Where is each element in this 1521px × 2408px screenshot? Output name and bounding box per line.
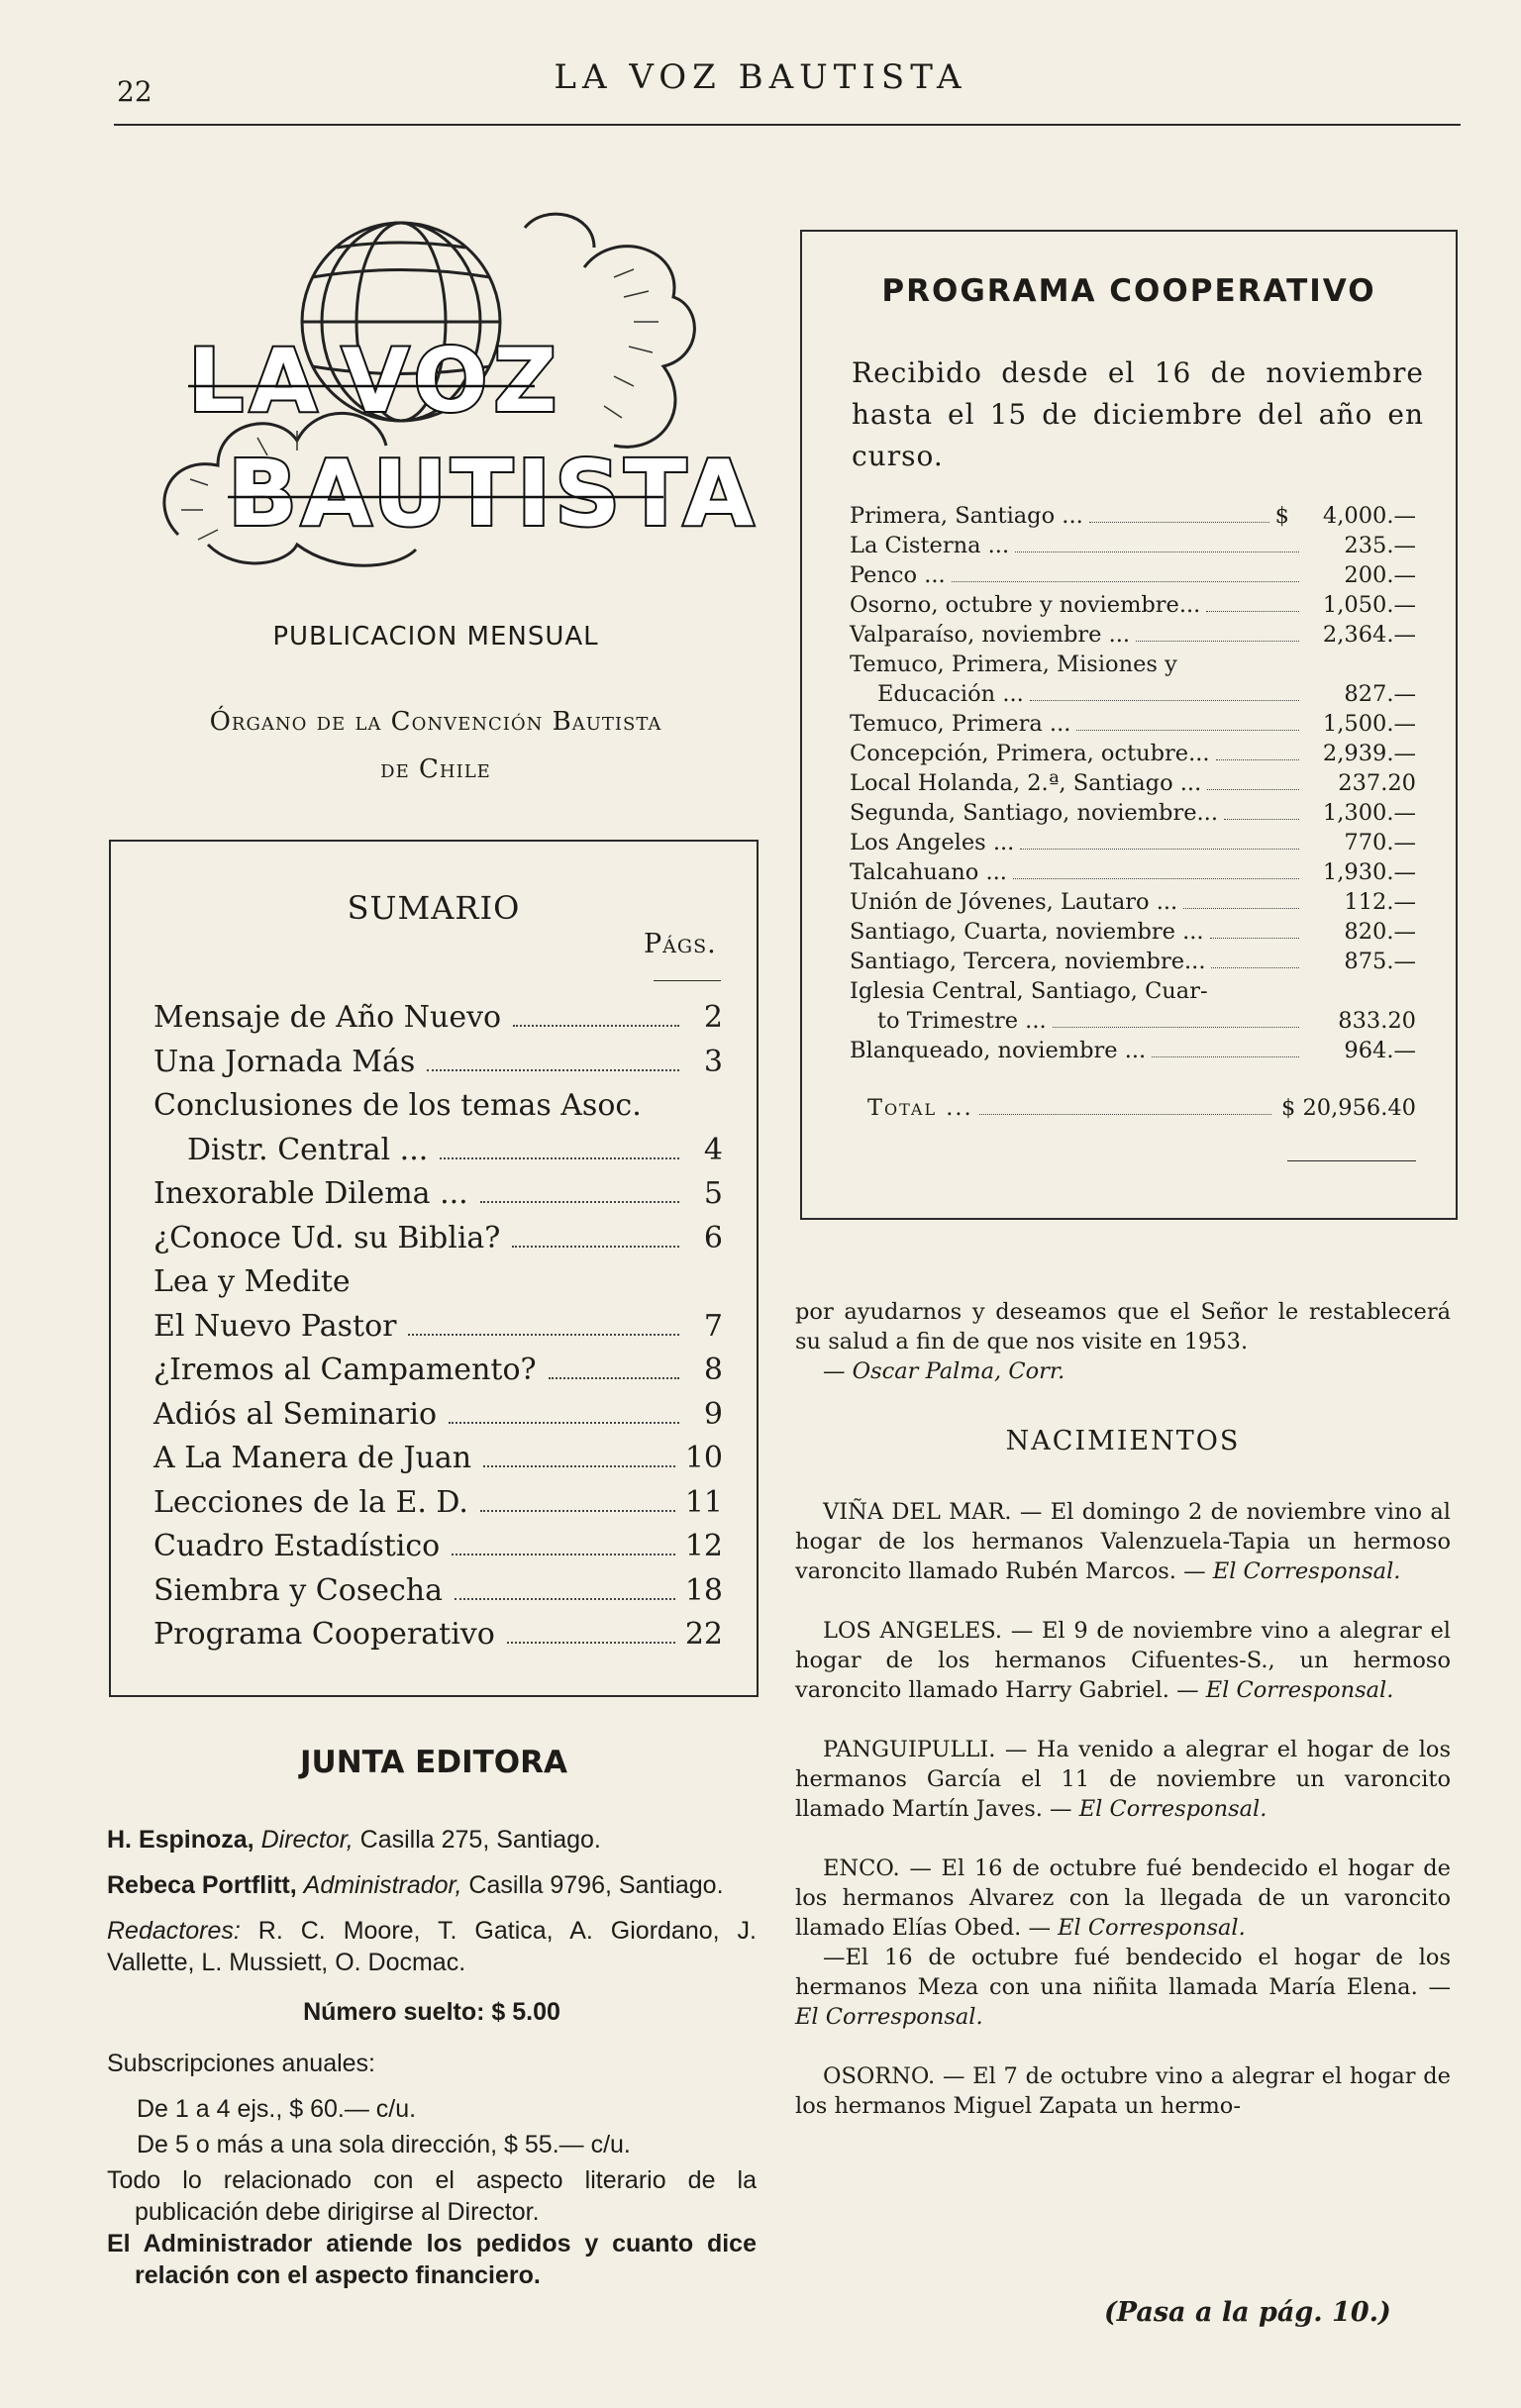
birth-announcement [795,1616,1451,1705]
svg-text:LA: LA [188,330,324,432]
dot-leader [1211,967,1299,968]
svg-text:VOZ: VOZ [342,330,563,432]
birth-announcement [795,1497,1451,1586]
sumario-item [153,1260,723,1305]
sumario-item-title: ¿Iremos al Campamento? [153,1353,537,1387]
dot-leader [1013,878,1299,879]
dot-leader [1020,849,1299,850]
dot-leader [1053,1027,1299,1028]
sumario-item [153,1305,723,1350]
dot-leader [483,1465,675,1467]
sumario-item-title: Una Jornada Más [153,1044,416,1079]
coop-row-label-line: Temuco, Primera, Misiones y [850,652,1177,677]
coop-row-label: Primera, Santiago ... [850,503,1083,529]
coop-row [850,798,1416,828]
sumario-list [153,996,723,1657]
sumario-item [153,1349,723,1393]
coop-row [850,828,1416,857]
publication-organ [119,698,753,793]
coop-intro: Recibido desde el 16 de noviembre hasta el 15 de diciembre del año en curso. [852,356,1424,472]
announcement-text: ENCO. — El 16 de octubre fué bendecido el hogar de los hermanos Alvarez con la llegada de un varoncito llamado Elías Obed. — [795,1856,1451,1941]
masthead-logo [149,208,759,584]
announcement-signature: El Corresponsal. [1205,1677,1394,1703]
publication-frequency: PUBLICACION MENSUAL [272,622,599,652]
coop-row [850,857,1416,887]
coop-row-amount: 964.— [1344,1038,1416,1063]
sumario-item-page: 8 [703,1353,723,1387]
coop-row-amount: 1,500.— [1322,711,1416,737]
coop-row [850,887,1416,917]
sumario-item-page: 22 [684,1617,723,1652]
sumario-item [153,1393,723,1438]
coop-row [850,1036,1416,1065]
admin-line [107,1869,757,1901]
page-number: 22 [117,75,152,108]
director-line [107,1824,757,1856]
sumario-item-title: ¿Conoce Ud. su Biblia? [153,1220,501,1255]
junta-editora [107,1824,757,2291]
announcement-text: —El 16 de octubre fué bendecido el hogar de los hermanos Meza con una niñita llamada María Elena. — [795,1945,1451,2000]
total-label: Total ... [867,1095,973,1121]
coop-row [850,739,1416,768]
coop-row [850,620,1416,650]
coop-row-amount: 1,050.— [1322,592,1416,618]
sumario-item-page: 4 [703,1132,723,1167]
sumario-item-page: 11 [684,1484,723,1520]
admin-role: Administrador, [303,1871,462,1899]
dot-leader [449,1422,679,1424]
sumario-item [153,1129,723,1173]
coop-row [850,531,1416,560]
header-rule [114,124,1461,126]
dot-leader [427,1069,679,1071]
dot-leader [549,1377,679,1379]
subscription-rate-1: De 1 a 4 ejs., $ 60.— c/u. [137,2095,417,2123]
dot-leader [1089,522,1269,523]
nacimientos-list [795,1497,1451,2151]
coop-row-amount: 2,364.— [1322,622,1416,648]
sumario-item-title: Inexorable Dilema ... [153,1176,468,1211]
coop-row [850,917,1416,947]
numero-suelto: Número suelto: $ 5.00 [303,1998,560,2026]
sumario-item-page: 9 [703,1396,723,1432]
coop-row [850,501,1416,531]
sumario-item [153,1217,723,1261]
dot-leader [1207,789,1299,790]
announcement-text: PANGUIPULLI. — Ha venido a alegrar el hogar de los hermanos García el 11 de noviembre un varoncito llamado Martín Javes. — [795,1737,1451,1822]
announcement-text: OSORNO. — El 7 de octubre vino a alegrar el hogar de los hermanos Miguel Zapata un hermo- [795,2063,1451,2119]
pags-header: Págs. [644,929,717,959]
financial-note: El Administrador atiende los pedidos y cuanto dice relación con el aspecto financiero. [107,2230,757,2289]
dot-leader [1152,1056,1299,1057]
total-amount: $ 20,956.40 [1281,1095,1416,1121]
dot-leader [1136,641,1299,642]
director-name: H. Espinoza, [107,1826,254,1854]
dot-leader [440,1157,679,1159]
coop-row-label: Concepción, Primera, octubre... [850,741,1210,766]
nacimientos-title: NACIMIENTOS [1005,1426,1241,1456]
coop-row-amount: 112.— [1344,889,1416,915]
coop-row-amount: 820.— [1344,919,1416,945]
dot-leader [1224,819,1299,820]
sumario-item-title: Siembra y Cosecha [153,1572,443,1608]
dot-leader [480,1510,675,1512]
coop-row-amount: 4,000.— [1322,503,1416,529]
redactores-names: R. C. Moore, T. Gatica, A. Giordano, J. Vallette, L. Mussiett, O. Docmac. [107,1917,757,1976]
coop-row [850,560,1416,590]
coop-row-amount: 2,939.— [1322,741,1416,766]
announcement-signature: El Corresponsal. [1212,1558,1401,1584]
coop-row-label: to Trimestre ... [877,1008,1047,1034]
coop-row-amount: 237.20 [1338,770,1416,796]
birth-announcement [795,1735,1451,1824]
coop-row [850,947,1416,976]
continuation-paragraph [795,1297,1451,1386]
admin-name: Rebeca Portflitt, [107,1871,297,1899]
coop-row-label: Local Holanda, 2.ª, Santiago ... [850,770,1202,796]
coop-row-amount: 875.— [1344,949,1416,974]
coop-row-amount: 833.20 [1338,1008,1416,1034]
total-rule [1287,1160,1416,1161]
pags-rule [654,980,721,981]
coop-list [850,501,1416,1123]
coop-row-label-line: Iglesia Central, Santiago, Cuar- [850,978,1208,1004]
announcement-text: LOS ANGELES. — El 9 de noviembre vino a alegrar el hogar de los hermanos Cifuentes-S., un hermoso varoncito llamado Harry Gabriel. — [795,1618,1451,1703]
dot-leader [952,581,1299,582]
announcement-text: VIÑA DEL MAR. — El domingo 2 de noviembre vino al hogar de los hermanos Valenzuela-Tapia un hermoso varoncito llamado Rubén Marcos. — [795,1499,1451,1584]
coop-title: PROGRAMA COOPERATIVO [881,273,1376,309]
sumario-item-title: Lea y Medite [153,1264,351,1299]
sumario-item-title: Distr. Central ... [187,1132,429,1167]
continuation-text: por ayudarnos y deseamos que el Señor le restablecerá su salud a fin de que nos visite en 1953. [795,1299,1451,1354]
dot-leader [1216,759,1299,760]
junta-title: JUNTA EDITORA [300,1745,567,1780]
coop-row-amount: 1,300.— [1322,800,1416,826]
coop-row-label: La Cisterna ... [850,533,1010,558]
coop-row-label: Temuco, Primera ... [850,711,1071,737]
sumario-item [153,1041,723,1085]
coop-total-row [850,1093,1416,1123]
birth-announcement [795,1854,1451,1943]
literary-note: Todo lo relacionado con el aspecto literario de la publicación debe dirigirse al Director. [107,2166,757,2226]
continued-note: (Pasa a la pág. 10.) [1104,2297,1391,2328]
director-address: Casilla 275, Santiago. [359,1826,601,1854]
currency-sign: $ [1274,503,1289,529]
birth-announcement [795,2061,1451,2121]
coop-row-amount: 770.— [1344,830,1416,855]
redactores-line [107,1915,757,1978]
redactores-label: Redactores: [107,1917,241,1945]
coop-row-amount: 1,930.— [1322,859,1416,885]
coop-row-label: Los Angeles ... [850,830,1015,855]
coop-row-label: Osorno, octubre y noviembre... [850,592,1201,618]
sumario-item-page: 5 [703,1176,723,1211]
coop-row [850,1006,1416,1036]
sumario-item [153,1569,723,1614]
birth-announcement [795,1943,1451,2032]
sumario-item-title: Adiós al Seminario [153,1396,438,1432]
sumario-item-page: 6 [703,1220,723,1255]
dot-leader [979,1114,1271,1115]
running-title: LA VOZ BAUTISTA [554,57,967,97]
coop-row-label: Santiago, Cuarta, noviembre ... [850,919,1204,945]
dot-leader [455,1598,675,1600]
coop-row-label: Unión de Jóvenes, Lautaro ... [850,889,1178,915]
sumario-item [153,1437,723,1481]
coop-row-amount: 235.— [1344,533,1416,558]
dot-leader [507,1642,675,1644]
sumario-title: SUMARIO [347,889,521,927]
announcement-signature: El Corresponsal. [1078,1796,1268,1822]
coop-row-label: Talcahuano ... [850,859,1007,885]
sumario-item-page: 3 [703,1044,723,1079]
announcement-signature: El Corresponsal. [795,2004,983,2030]
dot-leader [1206,611,1299,612]
sumario-item-title: Cuadro Estadístico [153,1529,441,1563]
coop-row [850,768,1416,798]
sumario-item-title: Lecciones de la E. D. [153,1484,468,1520]
dot-leader [1076,730,1299,731]
coop-row [850,590,1416,620]
organ-line-2: de Chile [380,754,491,784]
sumario-item-title-line: Conclusiones de los temas Asoc. [153,1088,642,1123]
dot-leader [408,1334,679,1336]
coop-row-amount: 200.— [1344,562,1416,588]
coop-row-label: Educación ... [877,681,1024,707]
coop-row-label: Penco ... [850,562,946,588]
svg-text:BAUTISTA: BAUTISTA [228,441,759,547]
coop-row-label: Segunda, Santiago, noviembre... [850,800,1218,826]
continuation-signature: — Oscar Palma, Corr. [823,1358,1065,1384]
sumario-item-title: A La Manera de Juan [153,1441,472,1475]
coop-row [850,709,1416,739]
sumario-item-page: 10 [684,1441,723,1475]
director-role: Director, [260,1826,354,1854]
coop-row [850,679,1416,709]
sumario-item-title: El Nuevo Pastor [153,1308,397,1344]
sumario-item-page: 2 [703,1000,723,1035]
dot-leader [480,1201,679,1203]
sumario-item [153,1481,723,1526]
sumario-item-title: Mensaje de Año Nuevo [153,1000,502,1035]
subscriptions-label: Subscripciones anuales: [107,2050,375,2077]
sumario-item-title: Programa Cooperativo [153,1617,495,1652]
sumario-item [153,1613,723,1657]
coop-row-label: Santiago, Tercera, noviembre... [850,949,1206,974]
sumario-item-page: 7 [703,1308,723,1344]
dot-leader [1210,938,1299,939]
sumario-item [153,996,723,1041]
coop-row-label: Valparaíso, noviembre ... [850,622,1131,648]
sumario-item [153,1172,723,1217]
dot-leader [452,1554,675,1555]
organ-line-1: Órgano de la Convención Bautista [209,707,662,737]
coop-row-label: Blanqueado, noviembre ... [850,1038,1147,1063]
dot-leader [512,1246,679,1248]
announcement-signature: El Corresponsal. [1058,1915,1246,1941]
sumario-item-page: 18 [684,1572,723,1608]
subscription-rate-2: De 5 o más a una sola dirección, $ 55.— c/u. [137,2131,631,2158]
sumario-item [153,1525,723,1569]
sumario-item-page: 12 [684,1529,723,1563]
coop-row-amount: 827.— [1344,681,1416,707]
dot-leader [1183,908,1299,909]
dot-leader [513,1025,679,1027]
admin-address: Casilla 9796, Santiago. [468,1871,724,1899]
dot-leader [1030,700,1299,701]
